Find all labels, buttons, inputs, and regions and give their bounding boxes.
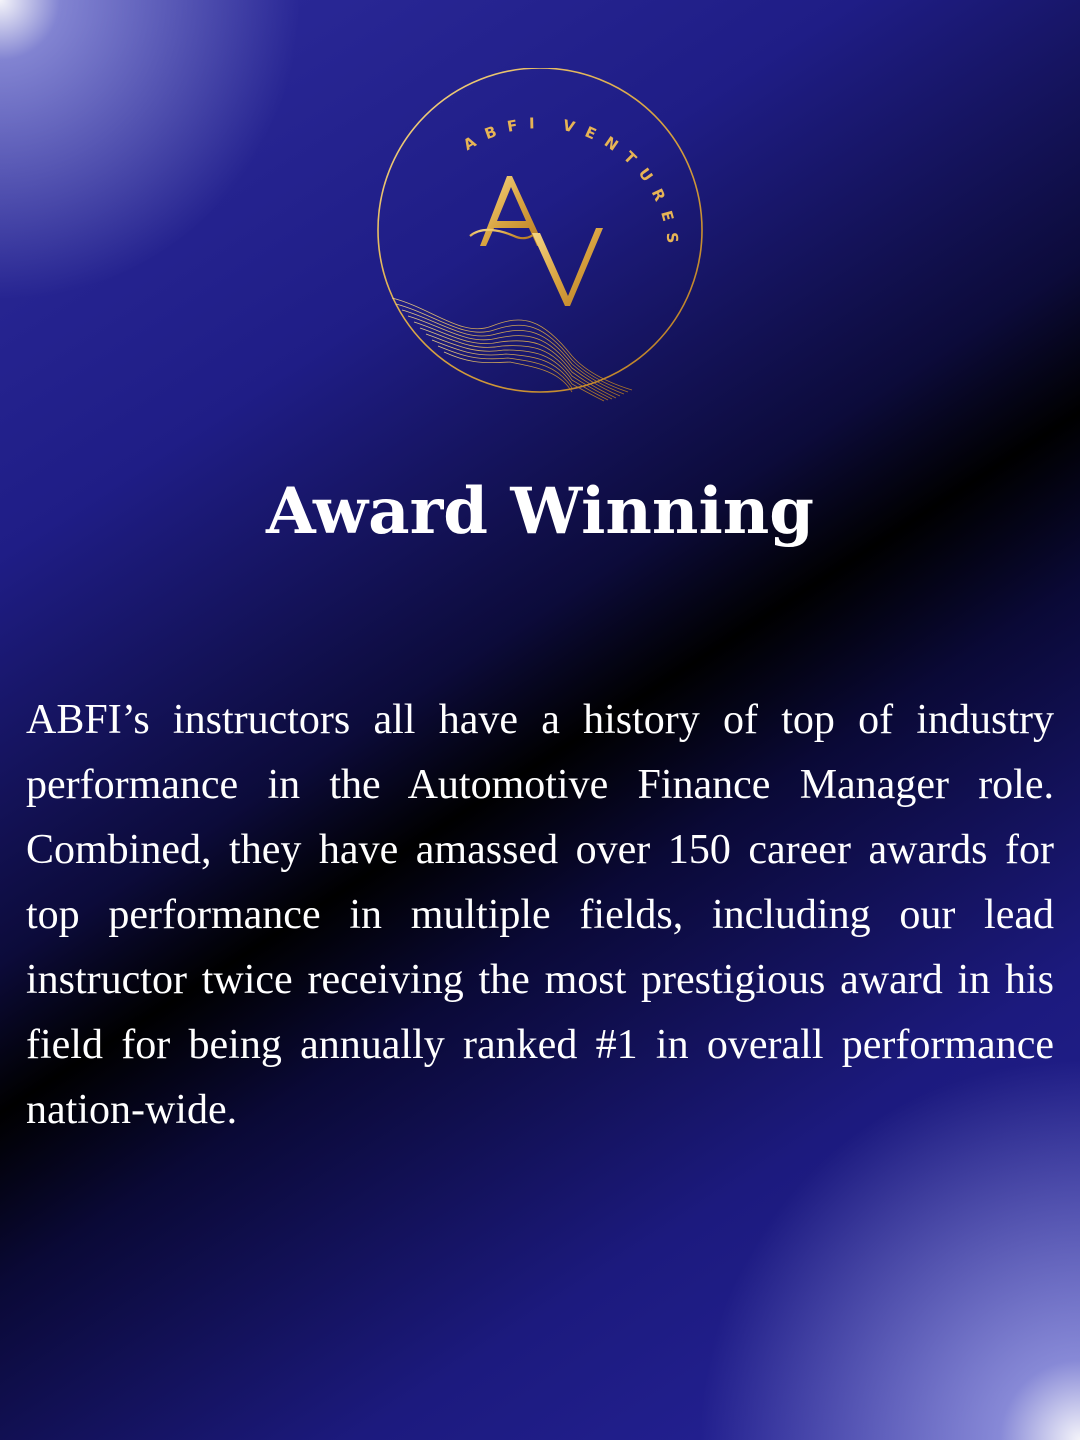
logo-emblem xyxy=(372,68,708,404)
svg-text:ABFI VENTURES: ABFI VENTURES xyxy=(460,114,683,255)
page-title: Award Winning xyxy=(265,474,815,549)
logo-monogram xyxy=(470,176,603,306)
logo-wave-lines xyxy=(392,298,632,401)
description-paragraph: ABFI’s instructors all have a history of top of industry performance in the Automotive Finance Manager role. Combined, they have amassed over 150 career awards for top performance in multiple fields, including our lead instructor twice receiving the most prestigious award in his field for being annually ranked #1 in overall performance nation-wide. xyxy=(26,697,1075,1133)
abfi-ventures-logo xyxy=(372,68,708,404)
logo-ring-text xyxy=(460,114,682,255)
